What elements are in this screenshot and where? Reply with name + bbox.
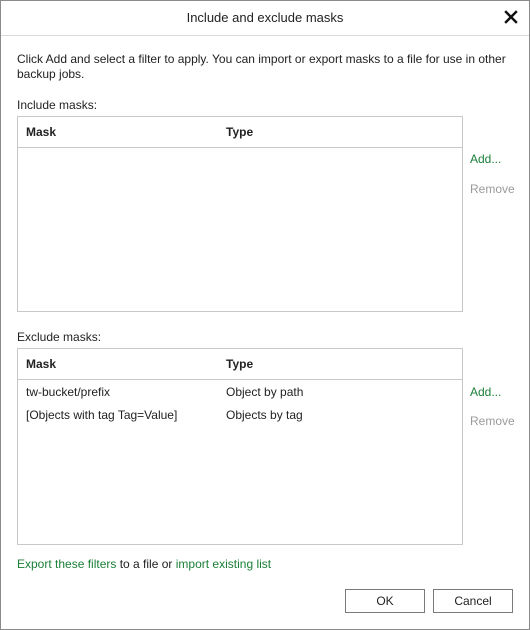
close-icon: [501, 7, 521, 27]
include-grid-header: [18, 117, 462, 148]
table-row[interactable]: [18, 403, 462, 426]
include-remove-link: Remove: [470, 182, 515, 196]
ok-button[interactable]: OK: [345, 589, 425, 613]
footer-middle-text: to a file or: [116, 557, 176, 571]
dialog-description: Click Add and select a filter to apply. You can import or export masks to a file for use in other backup jobs.: [17, 52, 506, 81]
export-filters-link[interactable]: Export these filters: [17, 557, 117, 571]
include-add-link[interactable]: Add...: [470, 152, 502, 166]
exclude-col-type[interactable]: Type: [226, 357, 254, 371]
import-list-link[interactable]: import existing list: [175, 557, 272, 571]
row-mask: tw-bucket/prefix: [26, 385, 111, 399]
import-export-footer: [17, 557, 271, 571]
include-col-mask[interactable]: Mask: [26, 125, 57, 139]
include-col-type[interactable]: Type: [226, 125, 254, 139]
include-masks-grid[interactable]: [17, 116, 463, 312]
cancel-button[interactable]: Cancel: [433, 589, 513, 613]
row-type: Object by path: [226, 385, 304, 399]
title-divider: [1, 35, 529, 36]
dialog-title: Include and exclude masks: [186, 10, 344, 25]
exclude-grid-header: [18, 349, 462, 380]
table-row[interactable]: [18, 380, 462, 403]
title-bar: [1, 1, 529, 35]
include-masks-label: Include masks:: [17, 98, 98, 112]
exclude-masks-grid[interactable]: [17, 348, 463, 545]
exclude-masks-label: Exclude masks:: [17, 330, 102, 344]
exclude-add-link[interactable]: Add...: [470, 385, 502, 399]
row-type: Objects by tag: [226, 408, 303, 422]
exclude-col-mask[interactable]: Mask: [26, 357, 57, 371]
exclude-remove-link: Remove: [470, 414, 515, 428]
close-button[interactable]: [501, 7, 521, 27]
row-mask: [Objects with tag Tag=Value]: [26, 408, 178, 422]
